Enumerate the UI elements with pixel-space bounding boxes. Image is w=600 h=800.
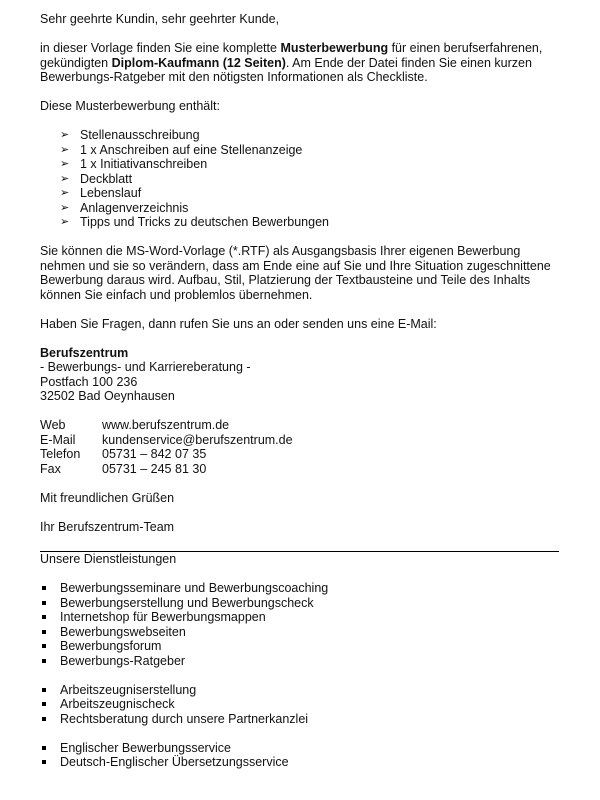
list-item: Rechtsberatung durch unsere Partnerkanzlei bbox=[40, 712, 560, 727]
arrow-bullet-icon: ➢ bbox=[60, 158, 70, 170]
list-item: Arbeitszeugnischeck bbox=[40, 697, 560, 712]
square-bullet-icon bbox=[42, 717, 46, 721]
list-item: Bewerbungsseminare und Bewerbungscoaching bbox=[40, 581, 560, 596]
address-line: - Bewerbungs- und Karriereberatung - bbox=[40, 360, 251, 374]
arrow-bullet-icon: ➢ bbox=[60, 143, 70, 156]
contact-web-link[interactable]: www.berufszentrum.de bbox=[102, 418, 230, 432]
salutation: Sehr geehrte Kundin, sehr geehrter Kunde, bbox=[40, 12, 280, 26]
intro-paragraph bbox=[40, 41, 560, 85]
address-line: Postfach 100 236 bbox=[40, 374, 138, 389]
list-item: ➢ Anlagenverzeichnis bbox=[60, 200, 189, 215]
square-bullet-icon bbox=[42, 601, 46, 605]
services-list-3 bbox=[40, 741, 560, 770]
square-bullet-icon bbox=[42, 746, 46, 750]
intro-text-3: . Am Ende der Datei finden Sie einen kurzen Bewerbungs-Ratgeber mit den nötigsten Informationen als Checkliste. bbox=[40, 55, 532, 84]
contact-table bbox=[40, 418, 293, 476]
contact-label: E-Mail bbox=[40, 432, 76, 447]
contact-phone: 05731 – 842 07 35 bbox=[102, 447, 207, 461]
services-list-2 bbox=[40, 683, 560, 727]
list-item: ➢ Tipps und Tricks zu deutschen Bewerbungen bbox=[60, 215, 329, 229]
square-bullet-icon bbox=[42, 688, 46, 692]
arrow-bullet-icon: ➢ bbox=[60, 187, 70, 199]
contains-heading: Diese Musterbewerbung enthält: bbox=[40, 99, 220, 113]
list-item: ➢ Lebenslauf bbox=[60, 186, 142, 200]
arrow-bullet-icon: ➢ bbox=[60, 172, 70, 185]
questions-paragraph: Haben Sie Fragen, dann rufen Sie uns an oder senden uns eine E-Mail: bbox=[40, 316, 437, 331]
arrow-bullet-icon: ➢ bbox=[60, 201, 70, 214]
company-name: Berufszentrum bbox=[40, 345, 129, 360]
square-bullet-icon bbox=[42, 760, 46, 764]
closing: Mit freundlichen Grüßen bbox=[40, 490, 175, 505]
contact-fax: 05731 – 245 81 30 bbox=[102, 461, 207, 476]
address-line: 32502 Bad Oeynhausen bbox=[40, 389, 175, 403]
intro-bold-1: Musterbewerbung bbox=[280, 41, 389, 55]
list-item: Deutsch-Englischer Übersetzungsservice bbox=[40, 755, 560, 770]
table-row bbox=[40, 447, 293, 462]
services-heading: Unsere Dienstleistungen bbox=[40, 552, 177, 566]
list-item: ➢ 1 x Anschreiben auf eine Stellenanzeige bbox=[60, 142, 303, 157]
contact-email-link[interactable]: kundenservice@berufszentrum.de bbox=[102, 432, 293, 447]
contact-label: Fax bbox=[40, 461, 61, 476]
contact-label: Web bbox=[40, 418, 66, 432]
list-item: ➢ 1 x Initiativanschreiben bbox=[60, 157, 208, 171]
list-item: Bewerbungswebseiten bbox=[40, 625, 560, 640]
intro-text-2: für einen berufserfahrenen, gekündigten bbox=[40, 41, 543, 70]
square-bullet-icon bbox=[42, 586, 46, 590]
table-row bbox=[40, 418, 293, 433]
services-list-1 bbox=[40, 581, 560, 668]
list-item: ➢ Stellenausschreibung bbox=[60, 128, 200, 142]
intro-bold-2: Diplom-Kaufmann (12 Seiten) bbox=[111, 55, 286, 70]
intro-text-1: in dieser Vorlage finden Sie eine komplette bbox=[40, 41, 281, 55]
square-bullet-icon bbox=[42, 630, 46, 634]
arrow-bullet-icon: ➢ bbox=[60, 216, 70, 228]
list-item: Bewerbungserstellung und Bewerbungscheck bbox=[40, 596, 560, 611]
list-item: Bewerbungsforum bbox=[40, 639, 560, 654]
table-row bbox=[40, 433, 293, 448]
square-bullet-icon bbox=[42, 659, 46, 663]
square-bullet-icon bbox=[42, 644, 46, 648]
list-item: Arbeitszeugniserstellung bbox=[40, 683, 560, 698]
contact-label: Telefon bbox=[40, 447, 81, 461]
square-bullet-icon bbox=[42, 702, 46, 706]
list-item: Bewerbungs-Ratgeber bbox=[40, 654, 560, 669]
list-item: Englischer Bewerbungsservice bbox=[40, 741, 560, 756]
usage-paragraph: Sie können die MS-Word-Vorlage (*.RTF) als Ausgangsbasis Ihrer eigenen Bewerbung nehmen und sie so verändern, dass am Ende eine auf Sie und Ihre Situation zugeschnittene Bewerbung daraus wird. Aufbau, Stil, Platzierung der Textbausteine und Teile des Inhalts können Sie einfach und problemlos übernehmen. bbox=[40, 244, 551, 302]
table-row bbox=[40, 462, 293, 477]
arrow-bullet-icon: ➢ bbox=[60, 129, 70, 141]
signature: Ihr Berufszentrum-Team bbox=[40, 519, 175, 534]
list-item: Internetshop für Bewerbungsmappen bbox=[40, 610, 560, 625]
square-bullet-icon bbox=[42, 615, 46, 619]
contents-list bbox=[40, 128, 560, 230]
list-item: ➢ Deckblatt bbox=[60, 171, 133, 186]
document-page bbox=[40, 12, 560, 770]
